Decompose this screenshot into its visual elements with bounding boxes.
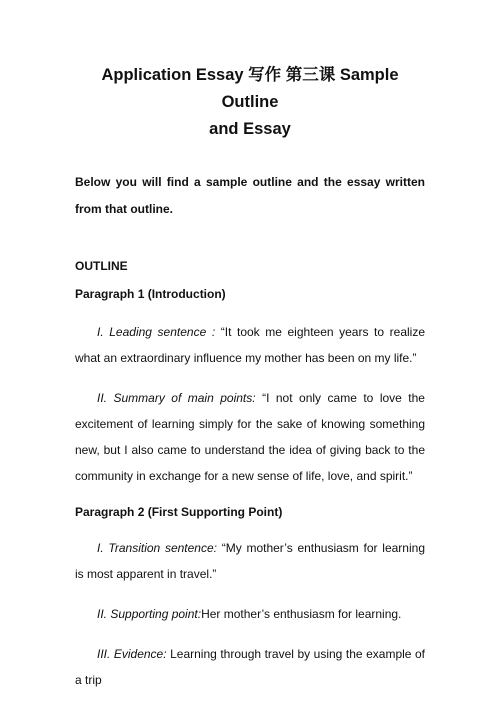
paragraph2-item-2-lead: II. Supporting point:: [97, 607, 202, 621]
paragraph2-item-1-text: “My mother’s enthusiasm for learning is most apparent in travel.”: [75, 541, 425, 581]
document-title: [75, 62, 425, 143]
paragraph2-item-1: [75, 535, 425, 587]
title-line-2: and Essay: [209, 120, 291, 138]
paragraph2-item-3-text: Learning through travel by using the example of a trip: [75, 647, 426, 687]
paragraph2-heading: Paragraph 2 (First Supporting Point): [75, 505, 283, 519]
paragraph1-item-1: [75, 319, 425, 371]
paragraph1-item-2-lead: II. Summary of main points:: [97, 391, 256, 405]
paragraph2-item-2-text: Her mother’s enthusiasm for learning.: [201, 607, 402, 621]
outline-heading: OUTLINE: [75, 259, 128, 273]
title-line-1: Application Essay 写作 第三课 Sample Outline: [101, 66, 399, 111]
paragraph2-item-2: [75, 601, 425, 627]
paragraph1-item-1-text: “It took me eighteen years to realize what an extraordinary influence my mother has been on my life.”: [75, 325, 425, 365]
paragraph1-item-2: [75, 385, 425, 489]
intro-paragraph: Below you will find a sample outline and the essay written from that outline.: [75, 175, 425, 216]
paragraph2-item-3-lead: III. Evidence:: [97, 647, 167, 661]
paragraph2-item-1-lead: I. Transition sentence:: [97, 541, 217, 555]
paragraph1-item-1-lead: I. Leading sentence :: [97, 325, 216, 339]
paragraph1-item-2-text: “I not only came to love the excitement of learning simply for the sake of knowing something new, but I also came to understand the idea of giving back to the community in exchange for a new sense of life, love, and spirit.”: [75, 391, 425, 483]
paragraph1-heading: Paragraph 1 (Introduction): [75, 287, 226, 301]
paragraph2-item-3: [75, 641, 425, 693]
